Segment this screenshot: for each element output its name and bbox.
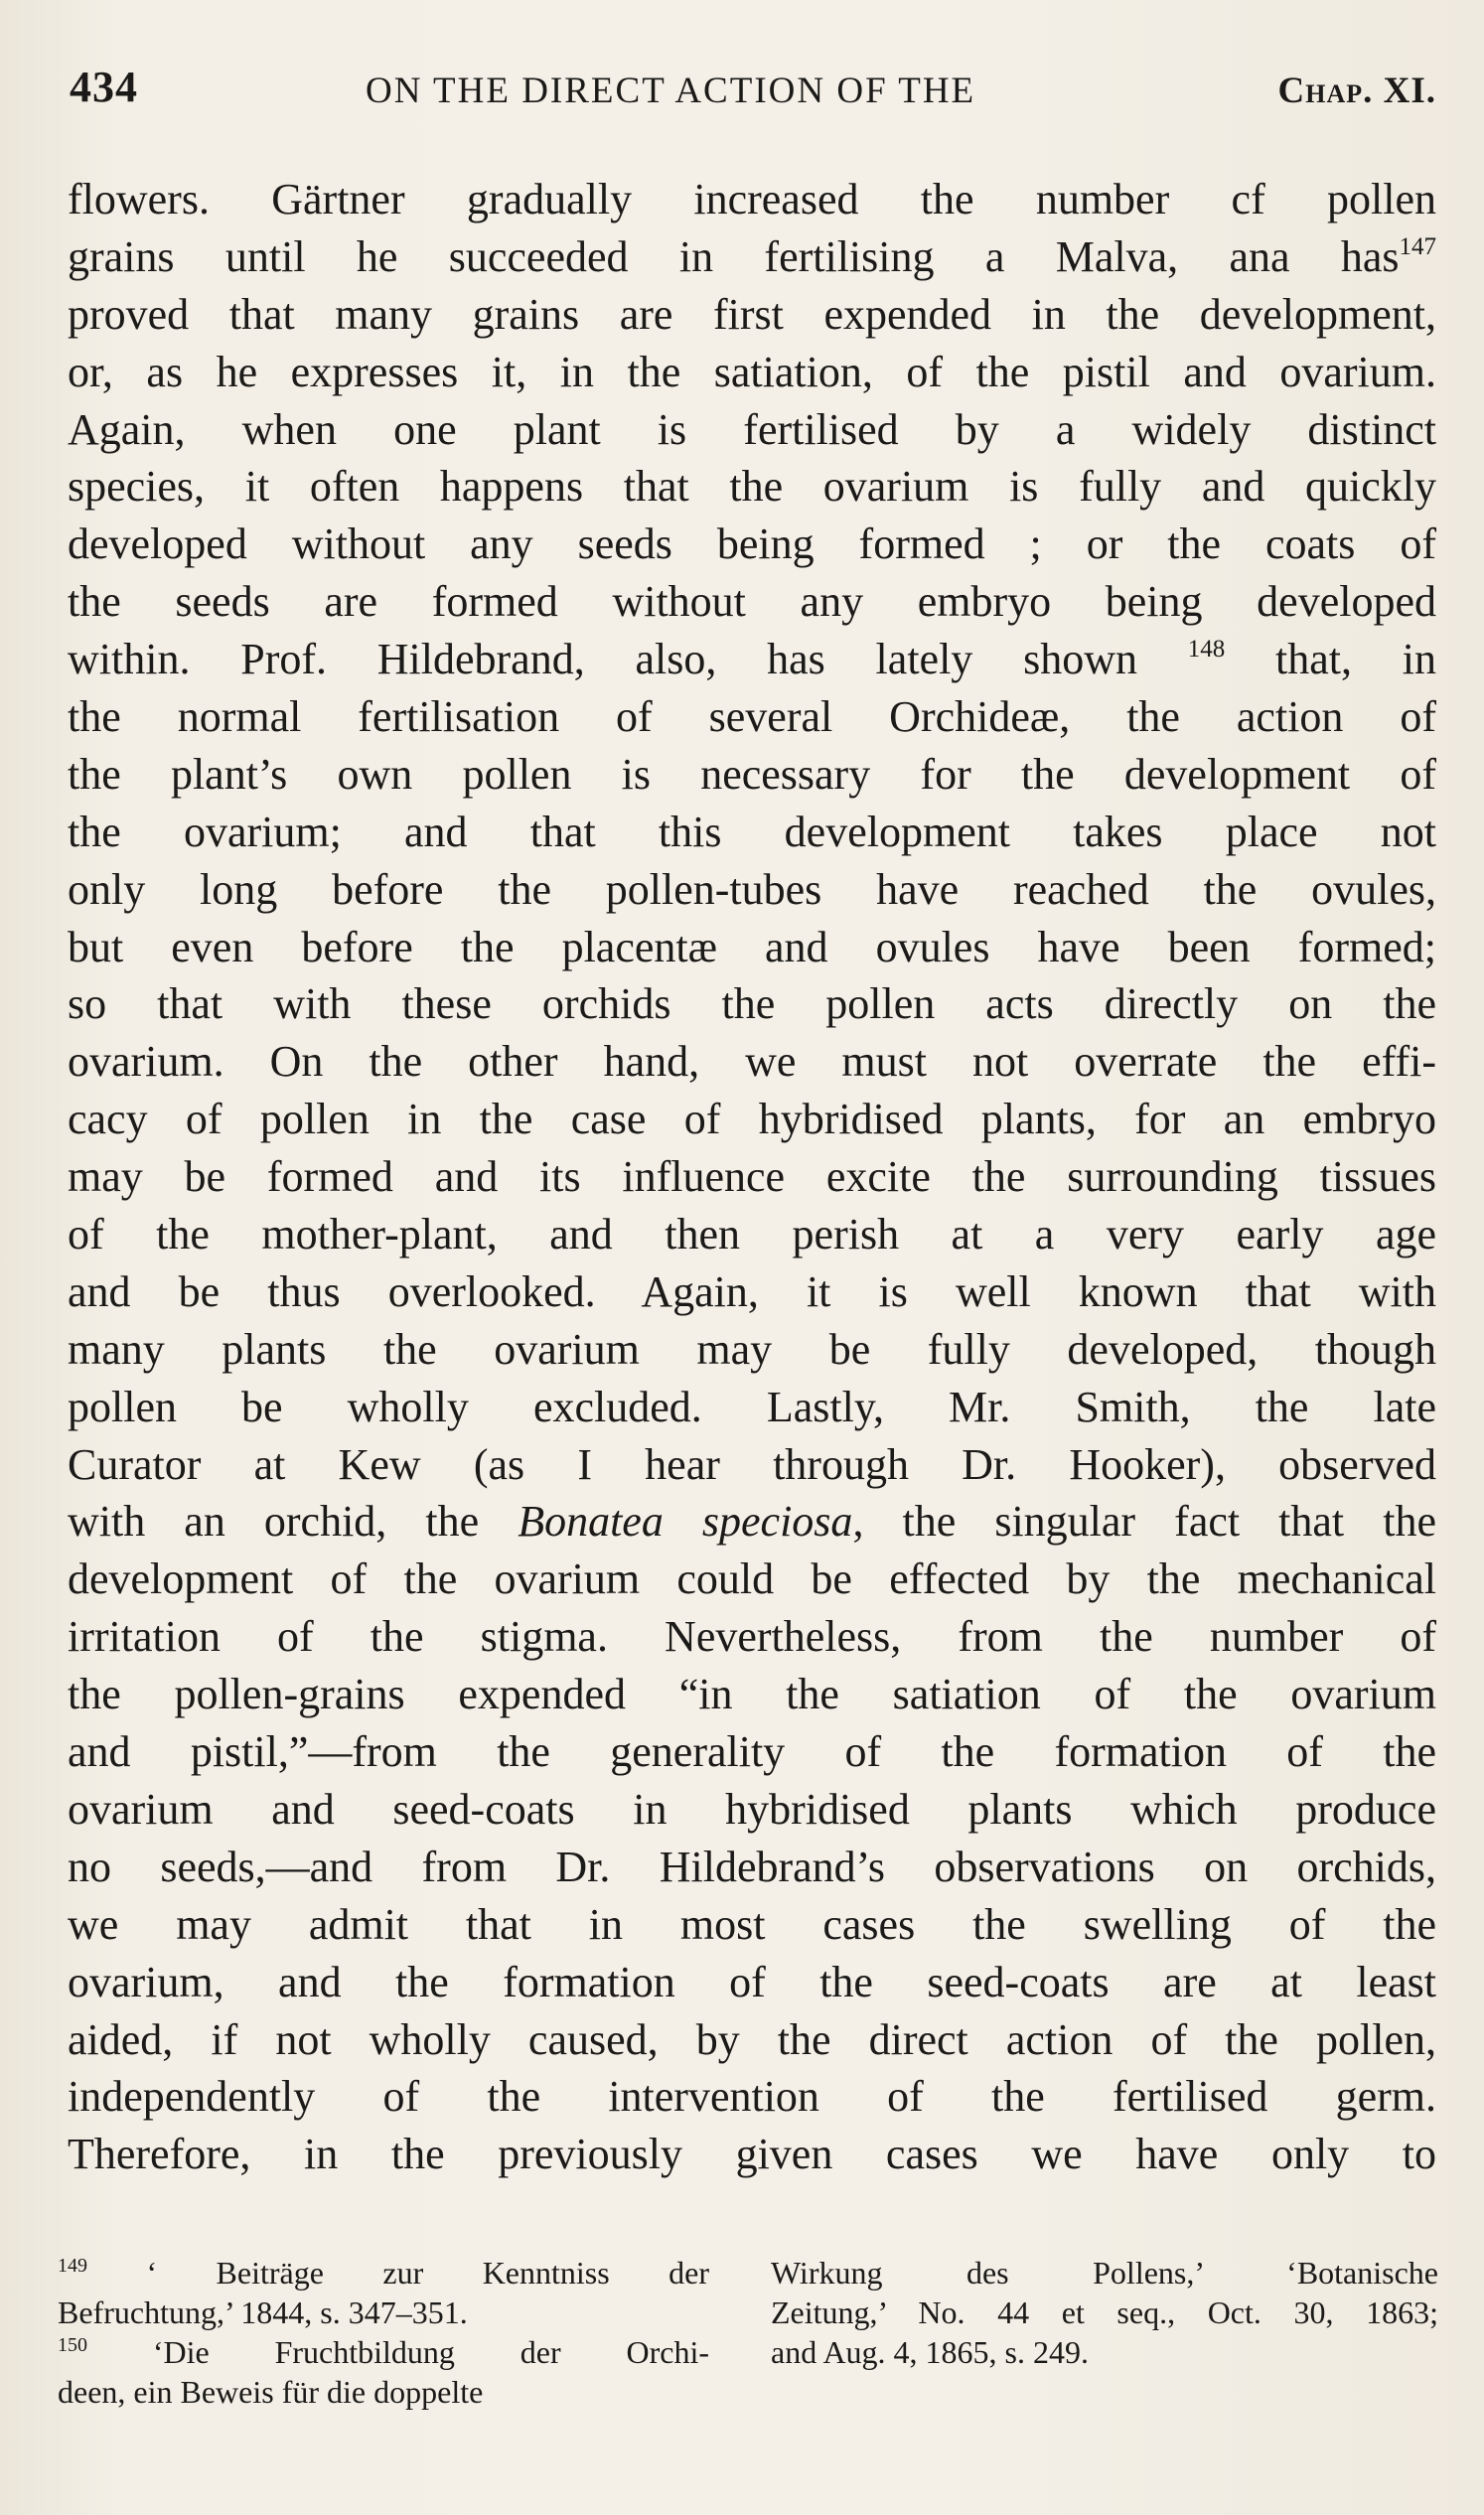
text-line	[68, 861, 1436, 919]
footnote-number: 149	[58, 2255, 87, 2277]
chapter-label: Chap. XI.	[1277, 71, 1436, 111]
footnotes-left-column	[58, 2253, 709, 2412]
text-line	[68, 919, 1436, 976]
text-line	[68, 228, 1436, 286]
line-text: Curator at Kew (as I hear through Dr. Hooker), observed	[68, 1439, 1436, 1489]
line-text: may be formed and its influence excite the surrounding tissues	[68, 1152, 1436, 1202]
footnote-line	[58, 2253, 709, 2293]
text-line	[68, 1148, 1436, 1206]
body-text	[68, 171, 1436, 2183]
line-text: that, in	[1225, 635, 1436, 684]
text-line	[68, 1436, 1436, 1494]
footnote-number: 150	[58, 2334, 87, 2356]
footnote-text: ‘ Beiträge zur Kenntniss der	[87, 2255, 709, 2291]
text-line	[68, 171, 1436, 228]
footnotes-right-column	[771, 2253, 1438, 2372]
line-text: Again, when one plant is fertilised by a widely distinct	[68, 404, 1436, 454]
line-text: the plant’s own pollen is necessary for the development of	[68, 749, 1436, 799]
species-name: Bonatea speciosa	[518, 1497, 853, 1547]
text-line	[68, 631, 1436, 688]
footnote-line	[771, 2293, 1438, 2332]
footnote-text: Befruchtung,’ 1844, s. 347–351.	[58, 2294, 468, 2330]
text-line	[68, 746, 1436, 804]
page-number: 434	[70, 63, 138, 111]
line-text: aided, if not wholly caused, by the direct action of the pollen,	[68, 2014, 1436, 2064]
text-line	[68, 1321, 1436, 1379]
line-text: the pollen-grains expended “in the satiation of the ovarium	[68, 1670, 1436, 1719]
text-line	[68, 1723, 1436, 1781]
footnote-text: Wirkung des Pollens,’ ‘Botanische	[771, 2255, 1438, 2291]
line-text: many plants the ovarium may be fully developed, though	[68, 1324, 1436, 1374]
line-text: and be thus overlooked. Again, it is well known that with	[68, 1266, 1436, 1316]
text-line	[68, 1551, 1436, 1608]
line-text: pollen be wholly excluded. Lastly, Mr. Smith, the late	[68, 1382, 1436, 1431]
line-text: flowers. Gärtner gradually increased the number cf pollen	[68, 175, 1436, 223]
text-line	[68, 1896, 1436, 1954]
text-line	[68, 2126, 1436, 2183]
footnote-ref: 148	[1187, 636, 1226, 664]
line-text: cacy of pollen in the case of hybridised plants, for an embryo	[68, 1095, 1436, 1144]
line-text: irritation of the stigma. Nevertheless, from the number of	[68, 1612, 1436, 1662]
line-text: ovarium. On the other hand, we must not overrate the effi-	[68, 1037, 1436, 1087]
line-text: and pistil,”—from the generality of the formation of the	[68, 1727, 1436, 1777]
line-text: the normal fertilisation of several Orchideæ, the action of	[68, 692, 1436, 742]
footnote-line	[58, 2332, 709, 2372]
line-text: the ovarium; and that this development takes place not	[68, 807, 1436, 856]
text-line	[68, 286, 1436, 344]
line-text: ovarium, and the formation of the seed-coats are at least	[68, 1957, 1436, 2006]
line-text: developed without any seeds being formed ; or the coats of	[68, 519, 1436, 569]
text-line	[68, 1839, 1436, 1896]
line-text: grains until he succeeded in fertilising a Malva, ana has	[68, 231, 1400, 281]
page-header	[70, 62, 1436, 121]
text-line	[68, 975, 1436, 1033]
text-line	[68, 1954, 1436, 2011]
line-text: the seeds are formed without any embryo being developed	[68, 577, 1436, 627]
footnote-line	[771, 2332, 1438, 2372]
line-text: but even before the placentæ and ovules have been formed;	[68, 922, 1436, 971]
text-line	[68, 2068, 1436, 2126]
text-line	[68, 1666, 1436, 1723]
line-text: proved that many grains are first expended in the development,	[68, 289, 1436, 339]
footnote-line	[771, 2253, 1438, 2293]
line-text: of the mother-plant, and then perish at a very early age	[68, 1210, 1436, 1259]
line-text: Therefore, in the previously given cases we have only to	[68, 2130, 1436, 2179]
line-text: , the singular fact that the	[852, 1497, 1436, 1547]
line-text: with an orchid, the	[68, 1497, 519, 1547]
text-line	[68, 1379, 1436, 1436]
text-line	[68, 1091, 1436, 1148]
footnote-line	[58, 2372, 709, 2412]
text-line	[68, 401, 1436, 459]
footnote-text: ‘Die Fruchtbildung der Orchi-	[87, 2334, 709, 2370]
running-title: ON THE DIRECT ACTION OF THE	[366, 71, 976, 111]
text-line	[68, 1033, 1436, 1091]
line-text: so that with these orchids the pollen acts directly on the	[68, 979, 1436, 1029]
line-text: only long before the pollen-tubes have reached the ovules,	[68, 864, 1436, 914]
text-line	[68, 344, 1436, 401]
footnote-text: deen, ein Beweis für die doppelte	[58, 2374, 484, 2410]
line-text: independently of the intervention of the fertilised germ.	[68, 2072, 1436, 2122]
footnotes	[58, 2253, 1438, 2432]
footnote-text: Zeitung,’ No. 44 et seq., Oct. 30, 1863;	[771, 2294, 1438, 2330]
line-text: ovarium and seed-coats in hybridised plants which produce	[68, 1784, 1436, 1834]
text-line	[68, 1781, 1436, 1839]
text-line	[68, 516, 1436, 573]
footnote-ref: 147	[1399, 232, 1436, 260]
text-line	[68, 804, 1436, 861]
footnote-line	[58, 2293, 709, 2332]
line-text: we may admit that in most cases the swelling of the	[68, 1899, 1436, 1949]
text-line	[68, 573, 1436, 631]
text-line	[68, 1206, 1436, 1263]
line-text: or, as he expresses it, in the satiation, of the pistil and ovarium.	[68, 347, 1436, 396]
text-line	[68, 688, 1436, 746]
line-text: no seeds,—and from Dr. Hildebrand’s observations on orchids,	[68, 1842, 1436, 1891]
text-line	[68, 2011, 1436, 2069]
text-line	[68, 1493, 1436, 1551]
footnote-text: and Aug. 4, 1865, s. 249.	[771, 2334, 1089, 2370]
line-text: species, it often happens that the ovarium is fully and quickly	[68, 462, 1436, 512]
line-text: development of the ovarium could be effected by the mechanical	[68, 1554, 1436, 1604]
text-line	[68, 1263, 1436, 1321]
text-line	[68, 1608, 1436, 1666]
text-line	[68, 458, 1436, 516]
line-text: within. Prof. Hildebrand, also, has lately shown	[68, 635, 1188, 684]
